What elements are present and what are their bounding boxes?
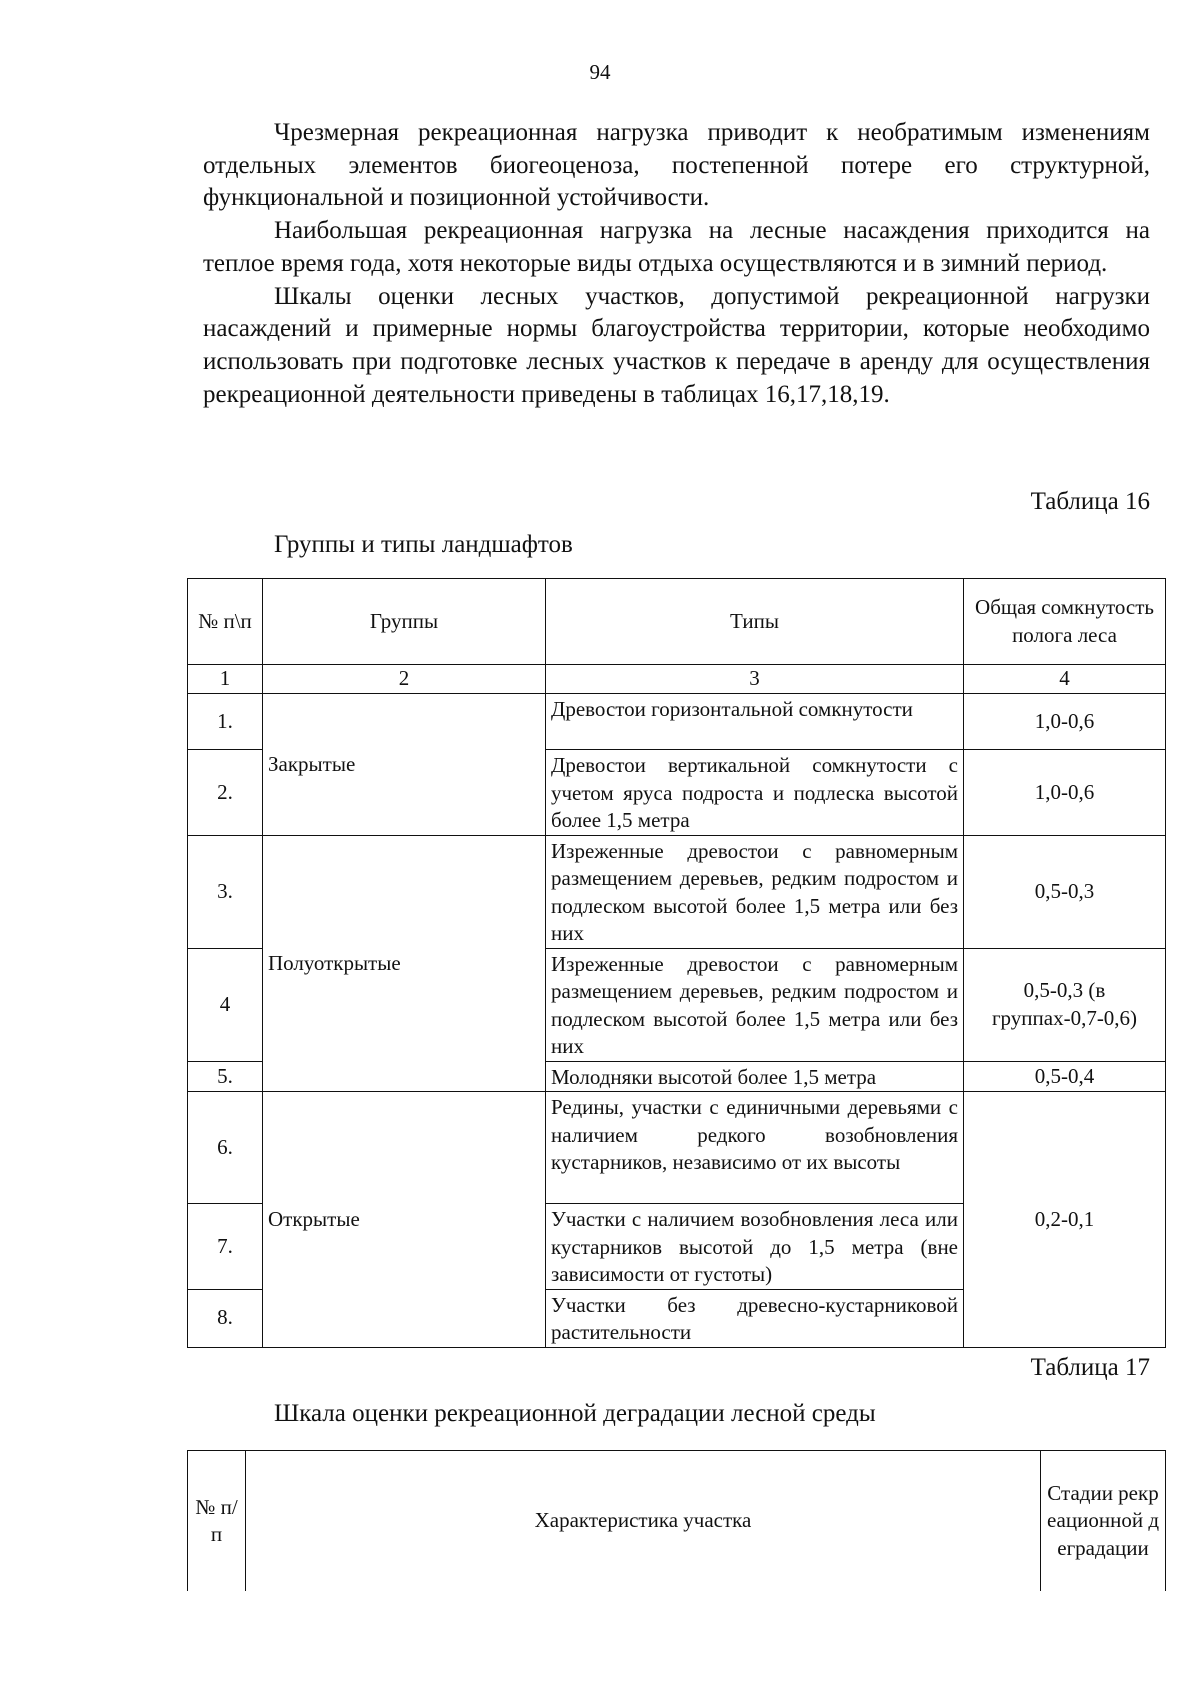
group-cell: Полуоткрытые — [263, 835, 546, 1092]
type-cell: Древостои вертикальной сомкнутости с учетом яруса подроста и подлеска высотой более 1,5 метра — [546, 750, 964, 836]
body-text — [203, 117, 1150, 411]
type-cell: Молодняки высотой более 1,5 метра — [546, 1061, 964, 1092]
landscape-table — [187, 578, 1166, 1348]
header-cell: № п\п — [188, 579, 263, 665]
table-header-row — [188, 579, 1166, 665]
density-cell: 0,5-0,3 — [964, 835, 1166, 948]
table-row — [188, 1092, 1166, 1204]
header-cell: Характеристика участка — [246, 1451, 1041, 1592]
row-number: 2. — [188, 750, 263, 836]
table-17-caption: Шкала оценки рекреационной деградации лесной среды — [274, 1400, 876, 1427]
type-cell: Участки без древесно-кустарниковой растительности — [546, 1289, 964, 1347]
type-cell: Редины, участки с единичными деревьями с наличием редкого возобновления кустарников, независимо от их высоты — [546, 1092, 964, 1204]
table-row — [188, 694, 1166, 750]
degradation-table — [187, 1450, 1166, 1591]
header-cell: Типы — [546, 579, 964, 665]
column-number: 2 — [263, 665, 546, 694]
table-17-label: Таблица 17 — [1030, 1354, 1150, 1381]
table-16-label: Таблица 16 — [1030, 488, 1150, 515]
page-number: 94 — [589, 60, 611, 84]
header-cell: Стадии рекреационной деградации — [1041, 1451, 1166, 1592]
column-number: 4 — [964, 665, 1166, 694]
column-number: 1 — [188, 665, 263, 694]
paragraph: Наибольшая рекреационная нагрузка на лесные насаждения приходится на теплое время года, хотя некоторые виды отдыха осуществляются и в зимний период. — [203, 217, 1150, 277]
header-cell: Общая сомкнутость полога леса — [964, 579, 1166, 665]
paragraph: Шкалы оценки лесных участков, допустимой рекреационной нагрузки насаждений и примерные нормы благоустройства территории, которые необходимо использовать при подготовке лесных участков к передаче в аренду для осуществления рекреационной деятельности приведены в таблицах 16,17,18,19. — [203, 282, 1150, 408]
density-cell: 0,5-0,3 (в группах-0,7-0,6) — [964, 948, 1166, 1061]
row-number: 3. — [188, 835, 263, 948]
type-cell: Древостои горизонтальной сомкнутости — [546, 694, 964, 750]
group-cell: Закрытые — [263, 694, 546, 836]
row-number: 7. — [188, 1204, 263, 1290]
density-cell: 0,5-0,4 — [964, 1061, 1166, 1092]
row-number: 5. — [188, 1061, 263, 1092]
header-cell: № п/п — [188, 1451, 246, 1592]
row-number: 1. — [188, 694, 263, 750]
type-cell: Участки с наличием возобновления леса или кустарников высотой до 1,5 метра (вне зависимости от густоты) — [546, 1204, 964, 1290]
paragraph: Чрезмерная рекреационная нагрузка приводит к необратимым изменениям отдельных элементов биогеоценоза, постепенной потере его структурной, функциональной и позиционной устойчивости. — [203, 119, 1150, 212]
density-cell: 0,2-0,1 — [964, 1092, 1166, 1348]
table-header-row — [188, 1451, 1166, 1592]
column-number-row — [188, 665, 1166, 694]
density-cell: 1,0-0,6 — [964, 694, 1166, 750]
group-cell: Открытые — [263, 1092, 546, 1348]
type-cell: Изреженные древостои с равномерным размещением деревьев, редким подростом и подлеском высотой более 1,5 метра или без них — [546, 835, 964, 948]
row-number: 8. — [188, 1289, 263, 1347]
density-cell: 1,0-0,6 — [964, 750, 1166, 836]
header-cell: Группы — [263, 579, 546, 665]
row-number: 4 — [188, 948, 263, 1061]
row-number: 6. — [188, 1092, 263, 1204]
table-row — [188, 835, 1166, 948]
type-cell: Изреженные древостои с равномерным размещением деревьев, редким подростом и подлеском высотой более 1,5 метра или без них — [546, 948, 964, 1061]
column-number: 3 — [546, 665, 964, 694]
table-16-caption: Группы и типы ландшафтов — [274, 531, 573, 558]
